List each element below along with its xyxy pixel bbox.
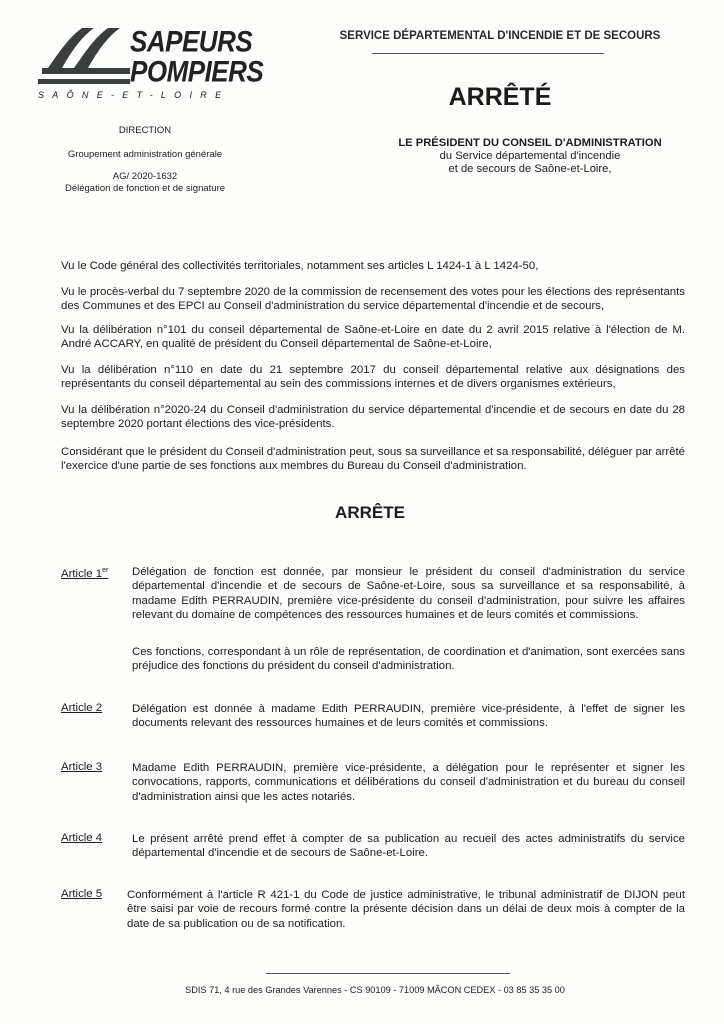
article-label [61,567,108,580]
article-4-text: Le présent arrêté prend effet à compter de sa publication au recueil des actes administratifs du service départemental d'incendie et de secours de Saône-et-Loire. [132,833,685,860]
sdis-logo [38,23,264,106]
article-4-label: Article 4 [61,832,103,844]
article-2-label: Article 2 [61,702,103,714]
article-1-text-2: Ces fonctions, correspondant à un rôle de représentation, de coordination et d'animation, sont exercées sans préjudice des fonctions du président du conseil d'administration. [132,646,685,673]
visa-paragraph: Vu le procès-verbal du 7 septembre 2020 de la commission de recensement des votes pour les élections des représentants des Communes et des EPCI au Conseil d'administration du service départemental d'incendie et de secours, [61,286,685,312]
service-name: SERVICE DÉPARTEMENTAL D'INCENDIE ET DE SECOURS [339,30,661,42]
article-5-text: Conformément à l'article R 421-1 du Code de justice administrative, le tribunal administratif de DIJON peut être saisi par voie de recours formé contre la présente décision dans un délai de deux mois à compter de la date de sa publication ou de sa notification. [127,889,685,930]
visa-paragraph: Vu la délibération n°101 du conseil départemental de Saône-et-Loire en date du 2 avril 2015 relative à l'élection de M. André ACCARY, en qualité de président du Conseil départemental de Saône-et-Loire, [61,324,685,350]
groupement-label: Groupement administration générale [67,149,223,160]
article-3-text: Madame Edith PERRAUDIN, première vice-présidente, a délégation pour le représenter et signer les convocations, rapports, communications et délibérations du conseil d'administration et du bureau du conseil d'administration ainsi que les actes notariés. [132,762,685,803]
article-2-text: Délégation est donnée à madame Edith PERRAUDIN, première vice-présidente, à l'effet de signer les documents relevant des ressources humaines et de leurs comités et commissions. [132,703,685,730]
logo-subtitle: SAÔNE-ET-LOIRE [38,90,230,100]
arrete-heading: ARRÊTE [335,503,405,522]
president-block [370,137,690,176]
president-line-2: du Service départemental d'incendie [439,150,621,162]
visa-paragraph: Vu la délibération n°110 en date du 21 septembre 2017 du conseil départemental relative aux désignations des représentants du conseil départemental au sein des commissions internes et de divers organismes extérieurs, [61,364,685,390]
flame-stripes-icon [38,24,130,86]
considerant-paragraph: Considérant que le président du Conseil d'administration peut, sous sa surveillance et sa responsabilité, déléguer par arrêté l'exercice d'une partie de ses fonctions aux membres du Bureau du Conseil d'administration. [61,446,685,472]
reference-number: AG/ 2020-1632 [112,171,178,182]
footer-divider [266,973,510,974]
logo-text-pompiers: POMPIERS [130,53,264,89]
visa-paragraph: Vu la délibération n°2020-24 du Conseil d'administration du service départemental d'incendie et de secours en date du 28 septembre 2020 portant élections des vice-présidents. [61,404,685,430]
article-1-text: Délégation de fonction est donnée, par monsieur le président du conseil d'administration du service départemental d'incendie et de secours de Saône-et-Loire, sous sa surveillance et sa responsabilité, à madame Edith PERRAUDIN, première vice-présidente du conseil d'administration, pour suivre les affaires relevant du domaine de compétences des ressources humaines et de leurs comités et commissions. [132,566,685,621]
article-1-sup: er [102,567,109,574]
footer-address: SDIS 71, 4 rue des Grandes Varennes - CS 90109 - 71009 MÂCON CEDEX - 03 85 35 35 00 [185,985,565,995]
header-divider [372,53,604,54]
article-3-label: Article 3 [61,761,103,773]
article-1-label: Article 1 [61,567,103,580]
article-5-label: Article 5 [61,888,103,900]
president-line-3: et de secours de Saône-et-Loire, [448,163,612,175]
logo-text-sapeurs: SAPEURS [130,23,253,59]
president-title: LE PRÉSIDENT DU CONSEIL D'ADMINISTRATION [398,137,662,149]
visa-paragraph: Vu le Code général des collectivités territoriales, notamment ses articles L 1424-1 à L 1424-50, [61,260,539,272]
document-subject: Délégation de fonction et de signature [64,183,226,194]
direction-label: DIRECTION [118,125,172,136]
document-title: ARRÊTÉ [448,83,552,111]
